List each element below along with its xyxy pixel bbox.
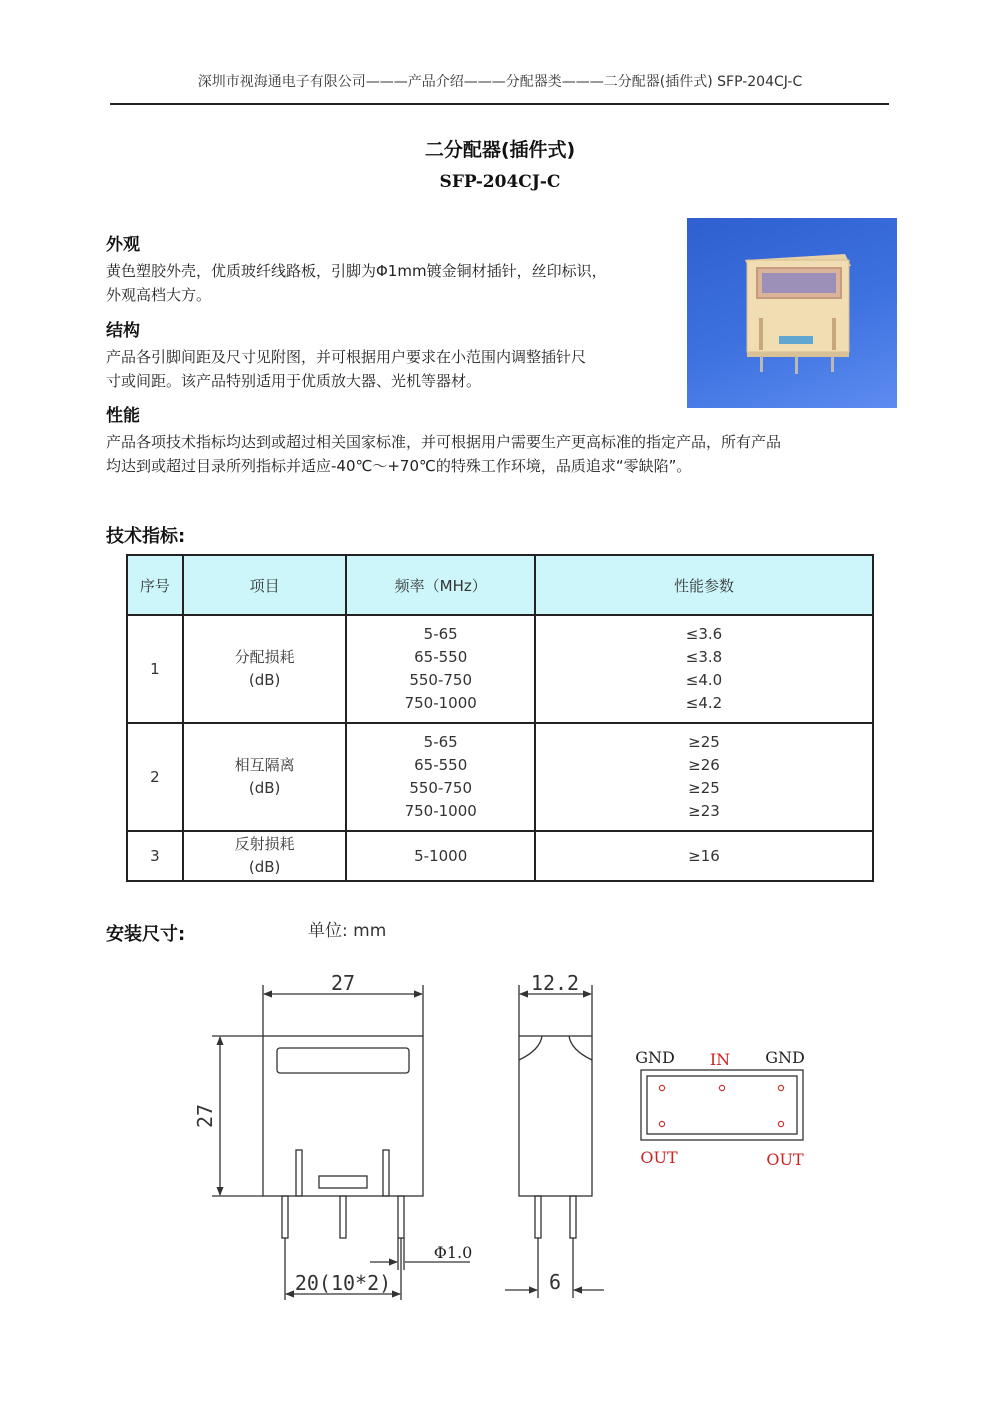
pin-label-out-left: OUT	[640, 1148, 678, 1167]
frequency: 5-1000	[414, 847, 468, 865]
appearance-heading: 外观	[106, 235, 140, 255]
col-header-item: 项目	[183, 555, 347, 615]
pin-label-in: IN	[709, 1050, 731, 1069]
value: ≤3.6	[685, 625, 723, 643]
row-item	[183, 723, 347, 831]
performance-heading: 性能	[106, 406, 140, 426]
row-values	[535, 831, 873, 881]
height-label: 27	[193, 1103, 217, 1129]
value: ≥25	[688, 733, 720, 751]
front-view	[212, 985, 470, 1300]
item-name: 相互隔离	[234, 756, 295, 774]
row-frequencies	[346, 723, 535, 831]
item-unit: (dB)	[248, 858, 281, 876]
appearance-line-1: 黄色塑胶外壳，优质玻纤线路板，引脚为Φ1mm镀金铜材插针，丝印标识，	[106, 262, 607, 280]
pinout-diagram	[641, 1070, 803, 1140]
value: ≥23	[688, 802, 720, 820]
appearance-line-2: 外观高档大方。	[106, 286, 212, 304]
row-item	[183, 831, 347, 881]
value: ≥26	[688, 756, 720, 774]
row-no: 3	[127, 831, 183, 881]
item-name: 分配损耗	[234, 648, 295, 666]
page-title: 二分配器(插件式)	[424, 139, 576, 161]
row-frequencies	[346, 615, 535, 723]
splitter-photo-illustration	[687, 218, 897, 408]
structure-heading: 结构	[106, 321, 140, 341]
pin-in-marker	[719, 1085, 724, 1090]
frequency: 5-65	[423, 625, 458, 643]
row-item	[183, 615, 347, 723]
pin-out-left-marker	[659, 1121, 664, 1126]
table-row	[127, 615, 873, 723]
pin-gap-label: 6	[548, 1270, 562, 1294]
row-values	[535, 723, 873, 831]
pin-label-gnd-right: GND	[765, 1048, 805, 1067]
table-row	[127, 723, 873, 831]
value: ≤4.2	[685, 694, 723, 712]
pin-label-out-right: OUT	[766, 1150, 804, 1169]
item-unit: (dB)	[248, 779, 281, 797]
pin-gnd-right-marker	[778, 1085, 783, 1090]
frequency: 750-1000	[404, 802, 477, 820]
pin-spacing-label: 20(10*2)	[294, 1271, 392, 1295]
col-header-frequency: 频率（MHz）	[346, 555, 535, 615]
structure-line-1: 产品各引脚间距及尺寸见附图，并可根据用户要求在小范围内调整插针尺	[106, 348, 587, 366]
width-label: 27	[330, 971, 356, 995]
side-view	[505, 985, 604, 1298]
value: ≥25	[688, 779, 720, 797]
frequency: 65-550	[414, 648, 468, 666]
row-no: 2	[127, 723, 183, 831]
row-frequencies	[346, 831, 535, 881]
pin-out-right-marker	[778, 1121, 783, 1126]
frequency: 750-1000	[404, 694, 477, 712]
frequency: 5-65	[423, 733, 458, 751]
specs-heading: 技术指标:	[106, 526, 186, 547]
pin-label-gnd-left: GND	[635, 1048, 675, 1067]
value: ≥16	[688, 847, 720, 865]
unit-label: 单位: mm	[308, 921, 387, 941]
structure-line-2: 寸或间距。该产品特别适用于优质放大器、光机等器材。	[106, 372, 482, 390]
table-row	[127, 831, 873, 881]
performance-line-1: 产品各项技术指标均达到或超过相关国家标准，并可根据用户需要生产更高标准的指定产品，所有产品	[106, 433, 782, 451]
row-values	[535, 615, 873, 723]
pin-gnd-left-marker	[659, 1085, 664, 1090]
depth-label: 12.2	[530, 971, 580, 995]
performance-line-2: 均达到或超过目录所列指标并适应-40℃～+70℃的特殊工作环境，品质追求“零缺陷”。	[106, 457, 692, 475]
header-rule	[110, 103, 889, 105]
col-header-value: 性能参数	[535, 555, 873, 615]
model-number: SFP-204CJ-C	[439, 172, 561, 192]
dimension-drawing	[0, 960, 1000, 1320]
row-no: 1	[127, 615, 183, 723]
frequency: 65-550	[414, 756, 468, 774]
frequency: 550-750	[409, 671, 473, 689]
col-header-no: 序号	[127, 555, 183, 615]
value: ≤3.8	[685, 648, 723, 666]
item-unit: (dB)	[248, 671, 281, 689]
spec-table	[126, 554, 874, 882]
dimensions-heading: 安装尺寸:	[106, 924, 186, 945]
pin-diameter-label: Φ1.0	[433, 1243, 473, 1262]
value: ≤4.0	[685, 671, 723, 689]
frequency: 550-750	[409, 779, 473, 797]
item-name: 反射损耗	[234, 835, 295, 853]
product-photo	[687, 218, 897, 408]
page-header: 深圳市视海通电子有限公司———产品介绍———分配器类———二分配器(插件式) SFP-204CJ-C	[197, 74, 803, 90]
spec-table-header	[127, 555, 873, 615]
